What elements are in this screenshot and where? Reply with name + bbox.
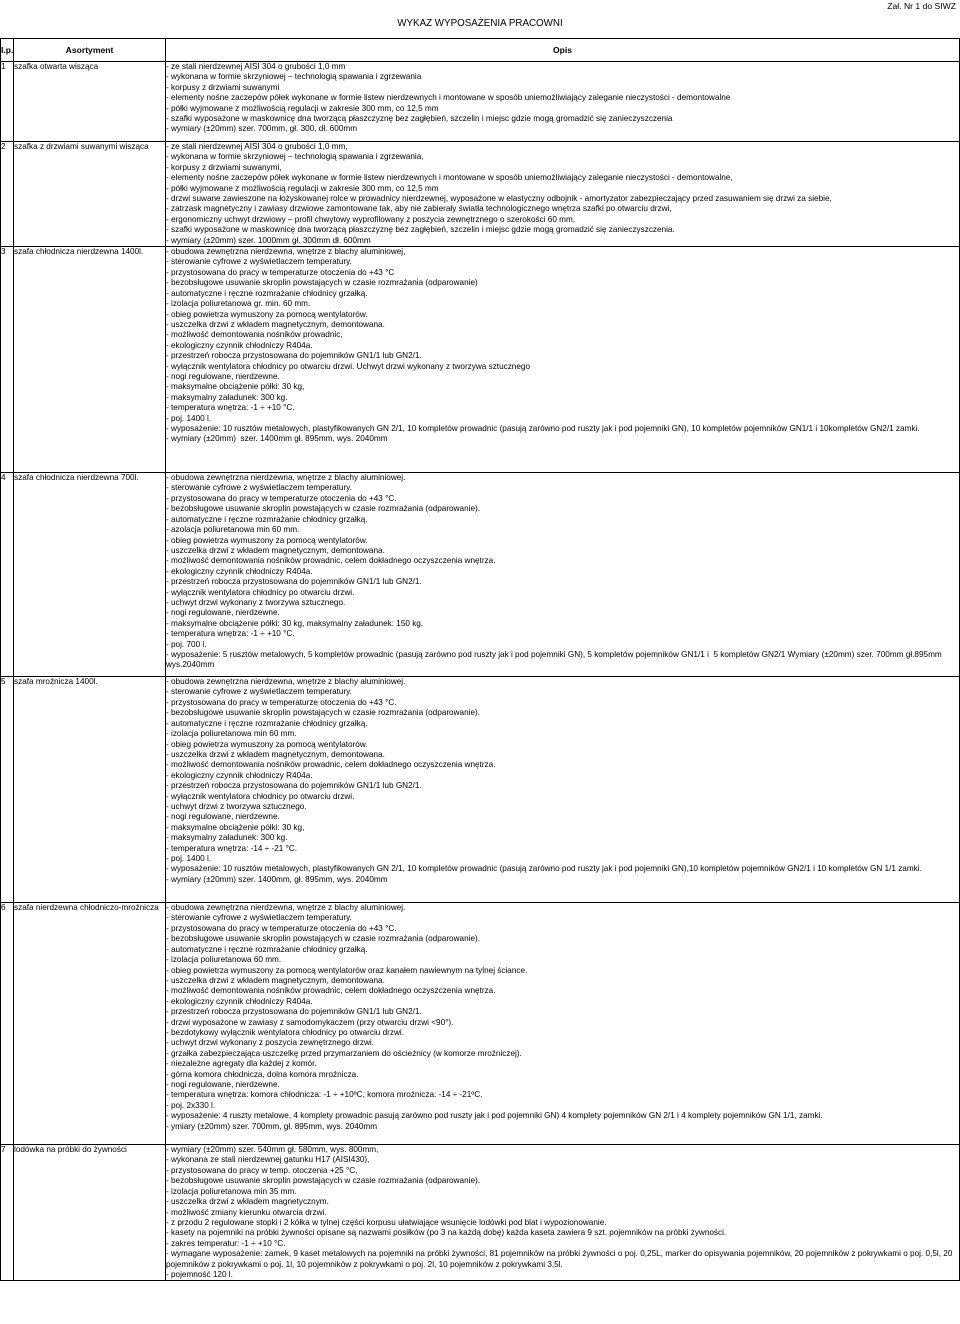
description-line: - automatyczne i ręczne rozmrażanie chłodnicy grzałką. xyxy=(166,944,368,954)
description-line: - sterowanie cyfrowe z wyświetlaczem temperatury. xyxy=(166,687,352,697)
description-line: - drzwi wyposażone w zawiasy z samodomykaczem (przy otwarciu drzwi <90°). xyxy=(166,1017,454,1027)
description-line: - uszczelka drzwi z wkładem magnetycznym, demontowana. xyxy=(166,319,385,329)
description-line: - możliwość zmiany kierunku otwarcia drzwi. xyxy=(166,1207,327,1217)
description-line: - grzałka zabezpieczająca uszczelkę przed przymarzaniem do ościeżnicy (w komorze mroźniczej). xyxy=(166,1048,522,1058)
description-line: - maksymalne obciążenie półki: 30 kg, maksymalny załadunek: 150 kg. xyxy=(166,618,424,628)
description-line: - przestrzeń robocza przystosowana do pojemników GN1/1 lub GN2/1. xyxy=(166,351,422,361)
item-description xyxy=(166,903,960,1145)
description-line: - sterowanie cyfrowe z wyświetlaczem temperatury. xyxy=(166,257,352,267)
description-line: - wyłącznik wentylatora chłodnicy po otwarciu drzwi. xyxy=(166,587,355,597)
table-row xyxy=(1,247,960,473)
description-line: - obieg powietrza wymuszony za pomocą wentylatorów. xyxy=(166,309,368,319)
description-line: - wymiary (±20mm) szer. 540mm gł. 580mm, wys. 800mm, xyxy=(166,1145,379,1155)
item-description xyxy=(166,1145,960,1281)
item-number: 5 xyxy=(1,677,14,903)
description-line: - azolacja poliuretanowa min 60 mm. xyxy=(166,525,300,535)
description-line: - półki wyjmowane z możliwością regulacji w zakresie 300 mm, co 12,5 mm xyxy=(166,103,439,113)
description-line: - automatyczne i ręczne rozmrażanie chłodnicy grzałką. xyxy=(166,514,368,524)
description-line: - temperatura wnętrza: komora chłodnicza: -1 ÷ +10ºC, komora mroźnicza: -14 ÷ -21ºC. xyxy=(166,1090,483,1100)
description-line: - ymiary (±20mm) szer. 700mm, gł. 895mm, wys. 2040mm xyxy=(166,1121,378,1131)
item-name: szafka otwarta wisząca xyxy=(14,62,166,142)
item-name: lodówka na próbki do żywności xyxy=(14,1145,166,1281)
description-line: - wymiary (±20mm) szer. 1400mm, gł. 895mm, wys. 2040mm xyxy=(166,874,388,884)
description-line: - wymiary (±20mm) szer. 700mm, gł. 300, dł. 600mm xyxy=(166,124,358,134)
description-line: - ze stali nierdzewnej AISI 304 o grubości 1,0 mm xyxy=(166,62,346,71)
description-line: - wyłącznik wentylatora chłodnicy po otwarciu drzwi. xyxy=(166,791,355,801)
description-line: - kasety na pojemniki na próbki żywności opisane są nazwami posiłków (po 3 na każdą dobę) każda kaseta zawiera 9 szt. pojemników na próbki żywności. xyxy=(166,1228,727,1238)
item-number: 6 xyxy=(1,903,14,1145)
description-line: - uchwyt drzwi wykonany z tworzywa sztucznego. xyxy=(166,597,346,607)
description-line: - wyposażenie: 10 rusztów metalowych, plastyfikowanych GN 2/1, 10 kompletów prowadnic (pasują zarówno pod ruszty jak i pod pojemniki GN),10 kompletów pojemników GN2/1 i 10 kompletów GN 1/1 zamki. xyxy=(166,864,922,874)
item-number: 4 xyxy=(1,473,14,677)
page-header xyxy=(0,0,960,38)
description-line: - zakres temperatur: -1 ÷ +10 °C. xyxy=(166,1238,286,1248)
description-line: - korpusy z drzwiami suwanymi xyxy=(166,82,280,92)
description-line: - poj. 2x330 l. xyxy=(166,1100,216,1110)
description-line: - zatrzask magnetyczny i zawiasy drzwiowe zamontowane tak, aby nie zabierały światła technologicznego wnętrza szafki po otwarciu drzwi, xyxy=(166,204,672,214)
description-line: - uszczelka drzwi z wkładem magnetycznym, demontowana. xyxy=(166,749,385,759)
description-line: - uszczelka drzwi z wkładem magnetycznym, demontowana. xyxy=(166,545,385,555)
description-line: - wykonana w formie skrzyniowej – technologią spawania i zgrzewania, xyxy=(166,152,424,162)
description-line: - bezobsługowe usuwanie skroplin powstających w czasie rozmrażania (odparowanie). xyxy=(166,934,481,944)
description-line: - korpusy z drzwiami suwanymi, xyxy=(166,162,282,172)
description-line: - obudowa zewnętrzna nierdzewna, wnętrze z blachy aluminiowej. xyxy=(166,473,406,483)
description-line: - nogi regulowane, nierdzewne. xyxy=(166,1079,280,1089)
description-line: - sterowanie cyfrowe z wyświetlaczem temperatury. xyxy=(166,483,352,493)
description-line: - wykonana ze stali nierdzewnej gatunku H17 (AISI430), xyxy=(166,1155,370,1165)
description-line: - bezobsługowe usuwanie skroplin powstających w czasie rozmrażania (odparowanie). xyxy=(166,708,481,718)
description-line: - uchwyt drzwi wykonany z poszycia zewnętrznego drzwi. xyxy=(166,1038,374,1048)
item-name: szafa mroźnicza 1400l. xyxy=(14,677,166,903)
description-line: - izolacja poliuretanowa gr. min. 60 mm. xyxy=(166,299,311,309)
item-description xyxy=(166,677,960,903)
description-line: - ekologiczny czynnik chłodniczy R404a. xyxy=(166,996,313,1006)
item-name: szafka z drzwiami suwanymi wisząca xyxy=(14,142,166,247)
description-line: - maksymalne obciążenie półki: 30 kg, xyxy=(166,822,305,832)
description-line: - uszczelka drzwi z wkładem magnetycznym, demontowana. xyxy=(166,975,385,985)
description-line: - ekologiczny czynnik chłodniczy R404a. xyxy=(166,340,313,350)
description-line: - poj. 1400 l. xyxy=(166,413,212,423)
table-row xyxy=(1,62,960,142)
item-number: 1 xyxy=(1,62,14,142)
item-name: szafa nierdzewna chłodniczo-mroźnicza xyxy=(14,903,166,1145)
description-line: - ergonomiczny uchwyt drzwiowy – profil chwytowy wyprofilowany z poszycia zewnętrznego o szerokości 60 mm, xyxy=(166,214,576,224)
description-line: - obudowa zewnętrzna nierdzewna, wnętrze z blachy aluminiowej, xyxy=(166,247,406,257)
description-line: - elementy nośne zaczepów półek wykonane w formie listew nierdzewnych i montowane w sposób uniemożliwiający zaleganie nieczystości - demontowalne xyxy=(166,93,731,103)
description-line: - maksymalne obciążenie półki: 30 kg, xyxy=(166,382,305,392)
description-line: - uchwyt drzwi z tworzywa sztucznego. xyxy=(166,801,307,811)
description-line: - niezależne agregaty dla każdej z komór. xyxy=(166,1059,317,1069)
item-description xyxy=(166,62,960,142)
header-description: Opis xyxy=(166,39,960,62)
description-line: - nogi regulowane, nierdzewne. xyxy=(166,812,280,822)
description-line: - maksymalny załadunek: 300 kg. xyxy=(166,392,288,402)
description-line: - obieg powietrza wymuszony za pomocą wentylatorów oraz kanałem nawiewnym na tylnej ściance. xyxy=(166,965,528,975)
description-line: - ekologiczny czynnik chłodniczy R404a. xyxy=(166,770,313,780)
description-line: - sterowanie cyfrowe z wyświetlaczem temperatury. xyxy=(166,913,352,923)
description-line: - izolacja poliuretanowa min 35 mm. xyxy=(166,1186,297,1196)
description-line: - szafki wyposażone w maskownicę dna tworzącą płaszczyznę bez zagłębień, szczelin i miejsc gdzie mogą gromadzić się zanieczyszczenia. xyxy=(166,225,675,235)
description-line: - drzwi suwane zawieszone na łożyskowanej rolce w prowadnicy nierdzewnej, wyposażone w elastyczny odbojnik - amortyzator zabezpieczający przed zasuwaniem się drzwi za siebie, xyxy=(166,194,832,204)
table-row xyxy=(1,903,960,1145)
description-line: - wykonana w formie skrzyniowej – technologią spawania i zgrzewania xyxy=(166,72,422,82)
description-line: - szafki wyposażone w maskownicę dna tworzącą płaszczyznę bez zagłębień, szczelin i miejsc gdzie mogą gromadzić się zanieczyszczenia xyxy=(166,114,673,124)
item-name: szafa chłodnicza nierdzewna 700l. xyxy=(14,473,166,677)
description-line: - maksymalny załadunek: 300 kg. xyxy=(166,833,288,843)
item-description xyxy=(166,473,960,677)
description-line: - przystosowana do pracy w temp. otoczenia +25 °C, xyxy=(166,1165,358,1175)
description-line: - wyposażenie: 4 ruszty metalowe, 4 komplety prowadnic pasują zarówno pod ruszty jak i pod pojemniki GN) 4 komplety pojemników GN 2/1 i 4 komplety pojemników GN 1/1, zamki. xyxy=(166,1111,823,1121)
description-line: - nogi regulowane, nierdzewne. xyxy=(166,608,280,618)
table-row xyxy=(1,677,960,903)
description-line: - obudowa zewnętrzna nierdzewna, wnętrze z blachy aluminiowej. xyxy=(166,677,406,687)
item-name: szafa chłodnicza nierdzewna 1400l. xyxy=(14,247,166,473)
description-line: - izolacja poliuretanowa min 60 mm. xyxy=(166,729,297,739)
description-line: - wyposażenie: 5 rusztów metalowych, 5 kompletów prowadnic (pasują zarówno pod ruszty jak i pod pojemniki GN), 5 kompletów pojemników GN1/1 i 5 kompletów GN2/1 Wymiary (±20mm) szer. 700mm gł.895mm wys.2040mm xyxy=(166,649,944,670)
description-line: - możliwość demontowania nośników prowadnic, xyxy=(166,330,343,340)
description-line: - pojemność 120 l. xyxy=(166,1269,233,1279)
description-line: - elementy nośne zaczepów półek wykonane w formie listew nierdzewnych i montowane w sposób uniemożliwiający zaleganie nieczystości - demontowalne, xyxy=(166,173,733,183)
description-line: - temperatura wnętrza: -1 ÷ +10 °C. xyxy=(166,629,295,639)
description-line: - przestrzeń robocza przystosowana do pojemników GN1/1 lub GN2/1. xyxy=(166,781,422,791)
description-line: - wyposażenie: 10 rusztów metalowych, plastyfikowanych GN 2/1, 10 kompletów prowadnic (pasują zarówno pod ruszty jak i pod pojemniki GN), 10 kompletów pojemników GN1/1 i 10kompletów GN2/1 zamki. xyxy=(166,423,920,433)
item-number: 7 xyxy=(1,1145,14,1281)
description-line: - izolacja poliuretanowa 60 mm. xyxy=(166,955,282,965)
description-line: - możliwość demontowania nośników prowadnic, celem dokładnego oczyszczenia wnętrza. xyxy=(166,986,496,996)
description-line: - przystosowana do pracy w temperaturze otoczenia do +43 °C. xyxy=(166,923,397,933)
description-line: - możliwość demontowania nośników prowadnic, celem dokładnego oczyszczenia wnętrza. xyxy=(166,760,496,770)
description-line: - bezobsługowe usuwanie skroplin powstających w czasie rozmrażania (odparowanie). xyxy=(166,504,481,514)
attachment-note: Zał. Nr 1 do SIWZ xyxy=(887,1,956,11)
description-line: - wymiary (±20mm) szer. 1400mm gł. 895mm, wys. 2040mm xyxy=(166,434,388,444)
description-line: - bezobsługowe usuwanie skroplin powstających w czasie rozmrażania (odparowanie) xyxy=(166,278,478,288)
item-description xyxy=(166,142,960,247)
description-line: - ekologiczny czynnik chłodniczy R404a. xyxy=(166,566,313,576)
description-line: - bezobsługowe usuwanie skroplin powstających w czasie rozmrażania (odparowanie). xyxy=(166,1176,481,1186)
description-line: - przestrzeń robocza przystosowana do pojemników GN1/1 lub GN2/1. xyxy=(166,1007,422,1017)
description-line: - możliwość demontowania nośników prowadnic, celem dokładnego oczyszczenia wnętrza. xyxy=(166,556,496,566)
description-line: - poj. 700 l. xyxy=(166,639,207,649)
document-title: WYKAZ WYPOSAŻENIA PRACOWNI xyxy=(397,18,563,29)
description-line: - poj. 1400 l. xyxy=(166,853,212,863)
table-row xyxy=(1,473,960,677)
equipment-table xyxy=(0,38,960,1281)
item-description xyxy=(166,247,960,473)
item-number: 2 xyxy=(1,142,14,247)
description-line: - nogi regulowane, nierdzewne. xyxy=(166,371,280,381)
item-number: 3 xyxy=(1,247,14,473)
description-line: - temperatura wnętrza: -14 ÷ -21 °C. xyxy=(166,843,298,853)
description-line: - przystosowana do pracy w temperaturze otoczenia do +43 °C. xyxy=(166,493,397,503)
description-line: - przestrzeń robocza przystosowana do pojemników GN1/1 lub GN2/1. xyxy=(166,577,422,587)
description-line: - bezdotykowy wyłącznik wentylatora chłodnicy po otwarciu drzwi. xyxy=(166,1027,404,1037)
header-lp: l.p. xyxy=(1,39,14,62)
description-line: - automatyczne i ręczne rozmrażanie chłodnicy grzałką. xyxy=(166,288,368,298)
description-line: - uszczelka drzwi z wkładem magnetycznym. xyxy=(166,1197,329,1207)
table-header-row xyxy=(1,39,960,62)
description-line: - półki wyjmowane z możliwością regulacji w zakresie 300 mm, co 12,5 mm xyxy=(166,183,439,193)
description-line: - wymagane wyposażenie: zamek, 9 kaset metalowych na pojemniki na próbki żywności, 81 pojemników na próbki żywności o poj. 0,25L, marker do opisywania pojemników, 20 pojemników z pokrywkami o poj. 0,5l, 20 pojemników z pokrywkami o poj. 1l, 10 pojemników z pokrywkami o poj. 2l, 10 pojemników z pokrywkami 3,5l. xyxy=(166,1249,955,1269)
description-line: - wymiary (±20mm) szer. 1000mm gł. 300mm dł. 600mm xyxy=(166,235,371,245)
description-line: - ze stali nierdzewnej AISI 304 o grubości 1,0 mm, xyxy=(166,142,348,151)
description-line: - z przodu 2 regulowane stopki i 2 kółka w tylnej części korpusu ułatwiające wsunięcie lodówki pod blat i wypozionowanie. xyxy=(166,1217,607,1227)
description-line: - obieg powietrza wymuszony za pomocą wentylatorów. xyxy=(166,739,368,749)
description-line: - górna komora chłodnicza, dolna komora mroźnicza. xyxy=(166,1069,359,1079)
description-line: - automatyczne i ręczne rozmrażanie chłodnicy grzałką. xyxy=(166,718,368,728)
table-row xyxy=(1,142,960,247)
description-line: - wyłącznik wentylatora chłodnicy po otwarciu drzwi. Uchwyt drzwi wykonany z tworzywa sztucznego xyxy=(166,361,531,371)
description-line: - przystosowana do pracy w temperaturze otoczenia do +43 °C. xyxy=(166,697,397,707)
description-line: - obieg powietrza wymuszony za pomocą wentylatorów. xyxy=(166,535,368,545)
description-line: - przystosowana do pracy w temperaturze otoczenia do +43 °C xyxy=(166,267,395,277)
description-line: - obudowa zewnętrzna nierdzewna, wnętrze z blachy aluminiowej. xyxy=(166,903,406,913)
table-row xyxy=(1,1145,960,1281)
description-line: - temperatura wnętrza: -1 ÷ +10 °C. xyxy=(166,403,295,413)
header-assortment: Asortyment xyxy=(14,39,166,62)
